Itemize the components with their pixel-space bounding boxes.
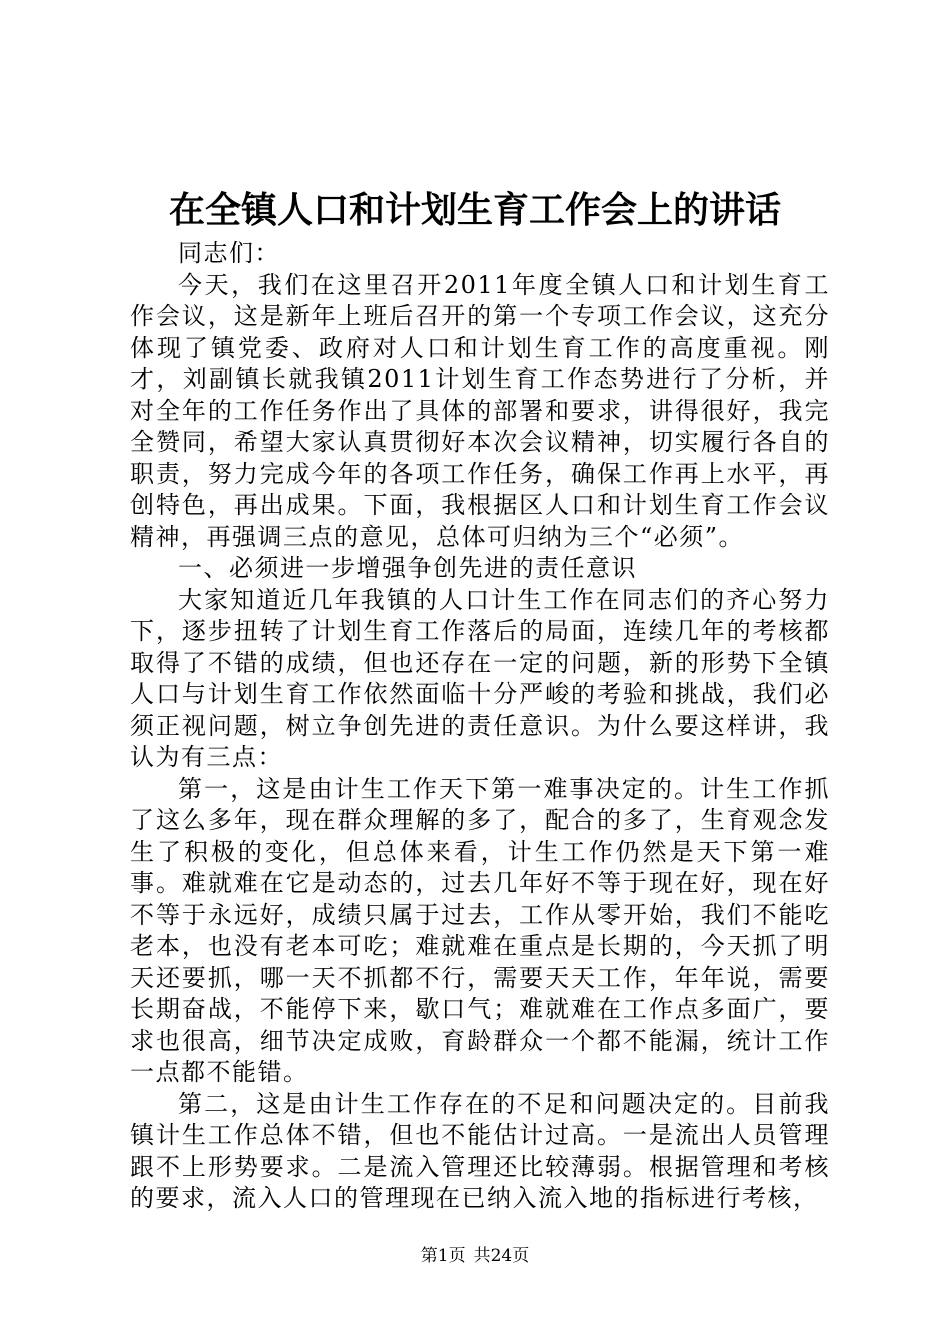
document-title: 在全镇人口和计划生育工作会上的讲话 — [168, 189, 781, 231]
page-footer — [0, 1244, 950, 1268]
body-paragraph: 今天，我们在这里召开2011年度全镇人口和计划生育工作会议，这是新年上班后召开的第一个专项工作会议，这充分体现了镇党委、政府对人口和计划生育工作的高度重视。刚才，刘副镇长就我镇2011计划生育工作态势进行了分析，并对全年的工作任务作出了具体的部署和要求，讲得很好，我完全赞同，希望大家认真贯彻好本次会议精神，切实履行各自的职责，努力完成今年的各项工作任务，确保工作再上水平，再创特色，再出成果。下面，我根据区人口和计划生育工作会议精神，再强调三点的意见，总体可归纳为三个“必须”。 — [130, 270, 830, 551]
document-body — [130, 238, 830, 1215]
salutation-paragraph: 同志们： — [178, 239, 280, 267]
body-paragraph: 第二，这是由计生工作存在的不足和问题决定的。目前我镇计生工作总体不错，但也不能估计过高。一是流出人员管理跟不上形势要求。二是流入管理还比较薄弱。根据管理和考核的要求，流入人口的管理现在已纳入流入地的指标进行考核， — [130, 1089, 830, 1212]
body-paragraph: 大家知道近几年我镇的人口计生工作在同志们的齐心努力下，逐步扭转了计划生育工作落后的局面，连续几年的考核都取得了不错的成绩，但也还存在一定的问题，新的形势下全镇人口与计划生育工作依然面临十分严峻的考验和挑战，我们必须正视问题，树立争创先进的责任意识。为什么要这样讲，我认为有三点： — [130, 585, 830, 771]
page-total: 共24页 — [473, 1246, 530, 1266]
page-number: 第1页 — [420, 1246, 466, 1266]
section-heading: 一、必须进一步增强争创先进的责任意识 — [178, 554, 637, 582]
body-paragraph: 第一，这是由计生工作天下第一难事决定的。计生工作抓了这么多年，现在群众理解的多了，配合的多了，生育观念发生了积极的变化，但总体来看，计生工作仍然是天下第一难事。难就难在它是动态的，过去几年好不等于现在好，现在好不等于永远好，成绩只属于过去，工作从零开始，我们不能吃老本，也没有老本可吃；难就难在重点是长期的，今天抓了明天还要抓，哪一天不抓都不行，需要天天工作，年年说，需要长期奋战，不能停下来，歇口气；难就难在工作点多面广，要求也很高，细节决定成败，育龄群众一个都不能漏，统计工作一点都不能错。 — [130, 774, 830, 1086]
